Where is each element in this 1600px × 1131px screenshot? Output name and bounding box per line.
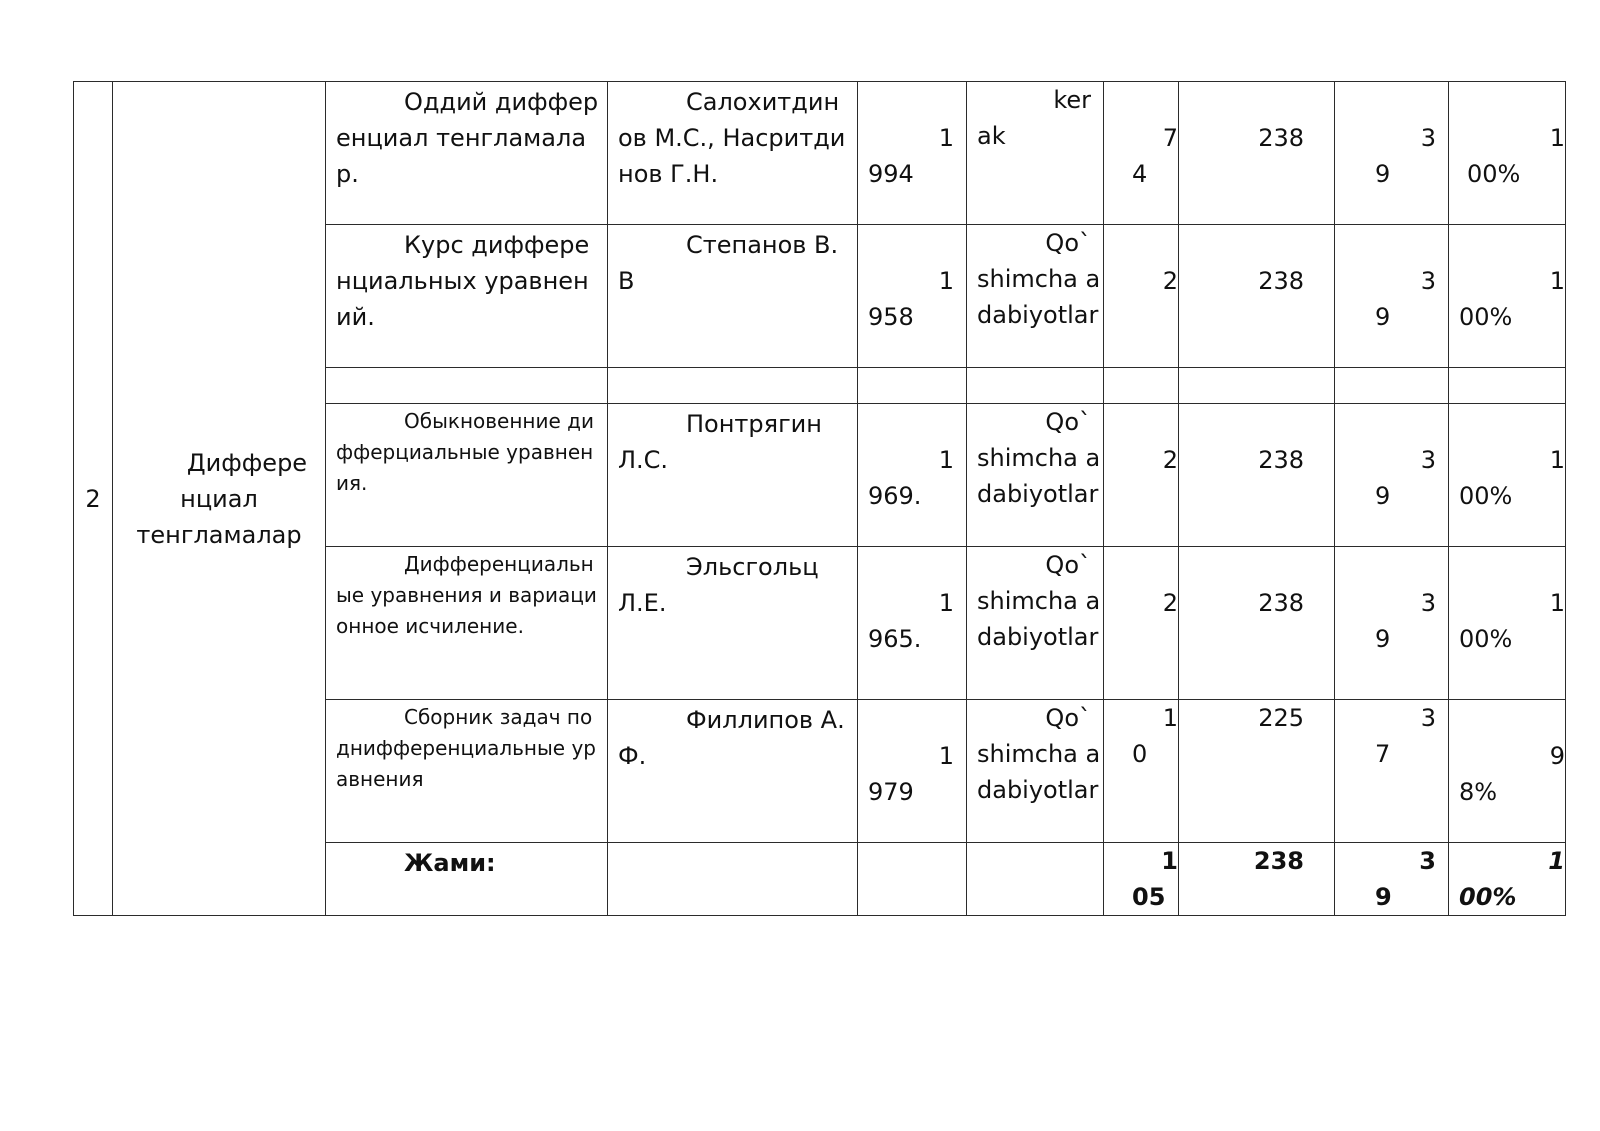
percent-cell: 9 8% [1449, 700, 1566, 843]
row-number: 2 [85, 484, 101, 513]
students-cell: 225 [1179, 700, 1335, 843]
book-type-cell: Qo` shimcha adabiyotlar [967, 700, 1104, 843]
percent-cell: 1 00% [1449, 225, 1566, 368]
book-year-cell: 1 969. [858, 404, 967, 547]
total-label-cell [326, 843, 608, 916]
ratio-cell: 3 9 [1335, 82, 1449, 225]
table-row [74, 82, 1566, 225]
book-author: Филлипов А.Ф. [618, 706, 845, 770]
book-type-cell: Qo` shimcha adabiyotlar [967, 547, 1104, 700]
ratio-cell: 3 9 [1335, 404, 1449, 547]
total-label: Жами: [404, 849, 496, 877]
percent-cell: 1 00% [1449, 547, 1566, 700]
total-percent-cell: 1 00% [1449, 843, 1566, 916]
ratio-cell: 3 9 [1335, 225, 1449, 368]
subject-cell [113, 82, 326, 916]
book-count-cell: 2 [1104, 225, 1179, 368]
book-author-cell [608, 547, 858, 700]
book-title-cell [326, 82, 608, 225]
book-type-cell: Qo` shimcha adabiyotlar [967, 404, 1104, 547]
book-author-cell [608, 225, 858, 368]
book-count-cell: 1 0 [1104, 700, 1179, 843]
book-count-cell: 7 4 [1104, 82, 1179, 225]
book-author-cell [608, 700, 858, 843]
book-author: Степанов В.В [618, 231, 839, 295]
book-title: Обыкновенние дифферциальные уравнения. [336, 409, 594, 495]
book-author: Эльсгольц Л.Е. [618, 553, 819, 617]
book-year-cell: 1 958 [858, 225, 967, 368]
book-year-cell: 1 979 [858, 700, 967, 843]
students-cell: 238 [1179, 225, 1335, 368]
book-title: Дифференциальные уравнения и вариационное исчиление. [336, 552, 597, 638]
book-author: Понтрягин Л.С. [618, 410, 822, 474]
book-title-cell [326, 700, 608, 843]
book-year-cell: 1 965. [858, 547, 967, 700]
subject-name: Диффере нциал тенгламалар [136, 448, 308, 549]
book-author-cell [608, 404, 858, 547]
students-cell: 238 [1179, 82, 1335, 225]
book-count-cell: 2 [1104, 547, 1179, 700]
book-title: Сборник задач по днифференциальные уравнения [336, 705, 596, 791]
book-year-cell: 1 994 [858, 82, 967, 225]
book-author-cell [608, 82, 858, 225]
book-title-cell [326, 547, 608, 700]
total-students-cell: 238 [1179, 843, 1335, 916]
students-cell: 238 [1179, 547, 1335, 700]
total-count-cell: 1 05 [1104, 843, 1179, 916]
literature-table [73, 81, 1566, 916]
book-type-cell: Qo` shimcha adabiyotlar [967, 225, 1104, 368]
students-cell: 238 [1179, 404, 1335, 547]
percent-cell: 1 00% [1449, 82, 1566, 225]
book-title-cell [326, 404, 608, 547]
book-count-cell: 2 [1104, 404, 1179, 547]
book-title-cell [326, 225, 608, 368]
ratio-cell: 3 9 [1335, 547, 1449, 700]
book-type-cell: ker ak [967, 82, 1104, 225]
ratio-cell: 3 7 [1335, 700, 1449, 843]
book-title: Курс дифференциальных уравнений. [336, 231, 590, 331]
percent-cell: 1 00% [1449, 404, 1566, 547]
book-author: Салохитдинов М.С., Насритдинов Г.Н. [618, 88, 846, 188]
row-number-cell [74, 82, 113, 916]
book-title: Оддий дифференциал тенгламалар. [336, 88, 599, 188]
total-ratio-cell: 3 9 [1335, 843, 1449, 916]
